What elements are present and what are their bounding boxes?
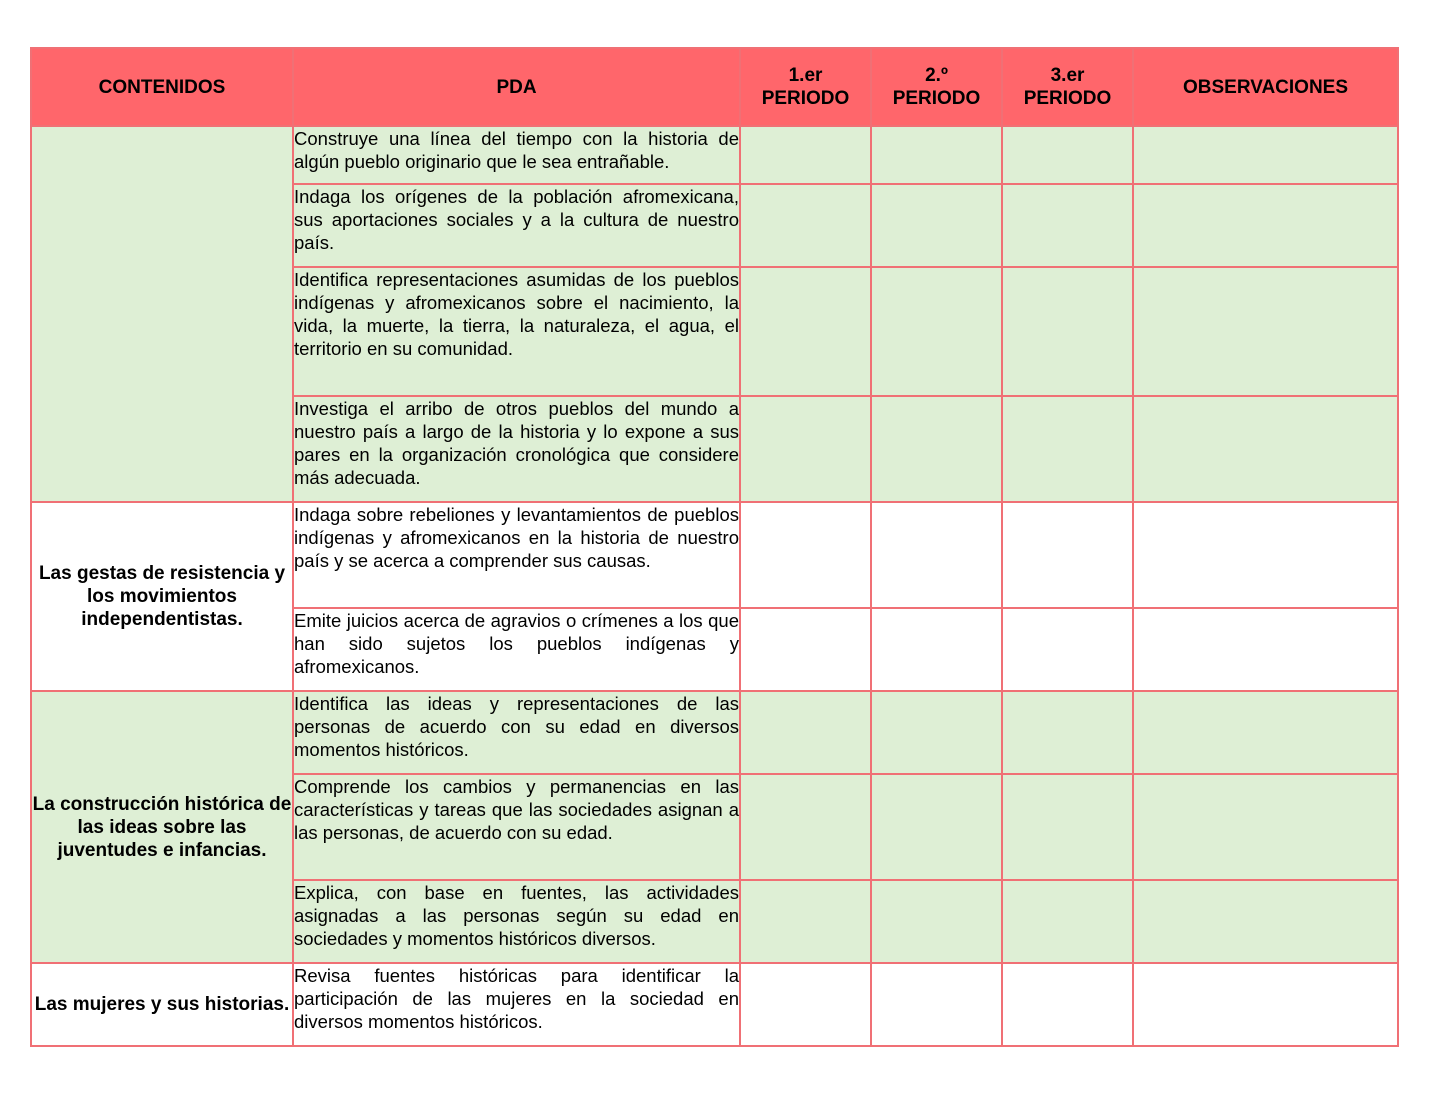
- periodo-2-cell[interactable]: [871, 774, 1002, 880]
- observaciones-cell[interactable]: [1133, 691, 1398, 774]
- header-periodo-1: [740, 48, 871, 126]
- pda-cell: Identifica representaciones asumidas de los pueblos indígenas y afromexicanos sobre el nacimiento, la vida, la muerte, la tierra, la naturaleza, el agua, el territorio en su comunidad.: [293, 267, 740, 396]
- pda-cell: Indaga los orígenes de la población afromexicana, sus aportaciones sociales y a la cultura de nuestro país.: [293, 184, 740, 267]
- header-observaciones: OBSERVACIONES: [1133, 48, 1398, 126]
- observaciones-cell[interactable]: [1133, 608, 1398, 691]
- periodo-1-cell[interactable]: [740, 126, 871, 184]
- periodo-3-cell[interactable]: [1002, 963, 1133, 1046]
- periodo-2-cell[interactable]: [871, 608, 1002, 691]
- pda-cell: Identifica las ideas y representaciones de las personas de acuerdo con su edad en diversos momentos históricos.: [293, 691, 740, 774]
- observaciones-cell[interactable]: [1133, 963, 1398, 1046]
- periodo-3-cell[interactable]: [1002, 774, 1133, 880]
- header-periodo-1-label: PERIODO: [761, 88, 850, 109]
- periodo-3-cell[interactable]: [1002, 608, 1133, 691]
- periodo-2-cell[interactable]: [871, 396, 1002, 502]
- observaciones-cell[interactable]: [1133, 396, 1398, 502]
- pda-cell: Investiga el arribo de otros pueblos del mundo a nuestro país a largo de la historia y lo expone a sus pares en la organización cronológica que considere más adecuada.: [293, 396, 740, 502]
- pda-cell: Emite juicios acerca de agravios o crímenes a los que han sido sujetos los pueblos indígenas y afromexicanos.: [293, 608, 740, 691]
- observaciones-cell[interactable]: [1133, 126, 1398, 184]
- contenido-cell: [31, 126, 293, 502]
- pda-cell: Explica, con base en fuentes, las actividades asignadas a las personas según su edad en sociedades y momentos históricos diversos.: [293, 880, 740, 963]
- evaluation-table: [30, 47, 1399, 1047]
- header-periodo-3-number: 3.er: [1050, 65, 1085, 86]
- pda-cell: Construye una línea del tiempo con la historia de algún pueblo originario que le sea entrañable.: [293, 126, 740, 184]
- header-contenidos: CONTENIDOS: [31, 48, 293, 126]
- periodo-3-cell[interactable]: [1002, 396, 1133, 502]
- contenido-cell: Las mujeres y sus historias.: [31, 963, 293, 1046]
- periodo-3-cell[interactable]: [1002, 502, 1133, 608]
- periodo-1-cell[interactable]: [740, 396, 871, 502]
- header-periodo-3-label: PERIODO: [1023, 88, 1112, 109]
- table-row: [31, 963, 1398, 1046]
- observaciones-cell[interactable]: [1133, 502, 1398, 608]
- periodo-1-cell[interactable]: [740, 184, 871, 267]
- table-row: [31, 691, 1398, 774]
- periodo-2-cell[interactable]: [871, 963, 1002, 1046]
- table-row: [31, 126, 1398, 184]
- periodo-2-cell[interactable]: [871, 267, 1002, 396]
- header-periodo-3: [1002, 48, 1133, 126]
- contenido-cell: La construcción histórica de las ideas sobre las juventudes e infancias.: [31, 691, 293, 963]
- pda-cell: Comprende los cambios y permanencias en las características y tareas que las sociedades asignan a las personas, de acuerdo con su edad.: [293, 774, 740, 880]
- header-periodo-2-number: 2.º: [925, 65, 948, 86]
- periodo-1-cell[interactable]: [740, 880, 871, 963]
- periodo-2-cell[interactable]: [871, 184, 1002, 267]
- pda-cell: Indaga sobre rebeliones y levantamientos de pueblos indígenas y afromexicanos en la historia de nuestro país y se acerca a comprender sus causas.: [293, 502, 740, 608]
- periodo-2-cell[interactable]: [871, 691, 1002, 774]
- periodo-1-cell[interactable]: [740, 691, 871, 774]
- header-row: [31, 48, 1398, 126]
- pda-cell: Revisa fuentes históricas para identificar la participación de las mujeres en la sociedad en diversos momentos históricos.: [293, 963, 740, 1046]
- periodo-3-cell[interactable]: [1002, 267, 1133, 396]
- periodo-1-cell[interactable]: [740, 267, 871, 396]
- header-periodo-1-number: 1.er: [788, 65, 823, 86]
- periodo-3-cell[interactable]: [1002, 126, 1133, 184]
- periodo-1-cell[interactable]: [740, 502, 871, 608]
- periodo-2-cell[interactable]: [871, 126, 1002, 184]
- header-pda: PDA: [293, 48, 740, 126]
- header-periodo-2-label: PERIODO: [892, 88, 981, 109]
- periodo-1-cell[interactable]: [740, 608, 871, 691]
- periodo-2-cell[interactable]: [871, 502, 1002, 608]
- periodo-2-cell[interactable]: [871, 880, 1002, 963]
- table-row: [31, 502, 1398, 608]
- observaciones-cell[interactable]: [1133, 184, 1398, 267]
- periodo-3-cell[interactable]: [1002, 691, 1133, 774]
- observaciones-cell[interactable]: [1133, 774, 1398, 880]
- contenido-cell: Las gestas de resistencia y los movimientos independentistas.: [31, 502, 293, 691]
- periodo-1-cell[interactable]: [740, 774, 871, 880]
- observaciones-cell[interactable]: [1133, 267, 1398, 396]
- periodo-3-cell[interactable]: [1002, 184, 1133, 267]
- periodo-1-cell[interactable]: [740, 963, 871, 1046]
- header-periodo-2: [871, 48, 1002, 126]
- periodo-3-cell[interactable]: [1002, 880, 1133, 963]
- observaciones-cell[interactable]: [1133, 880, 1398, 963]
